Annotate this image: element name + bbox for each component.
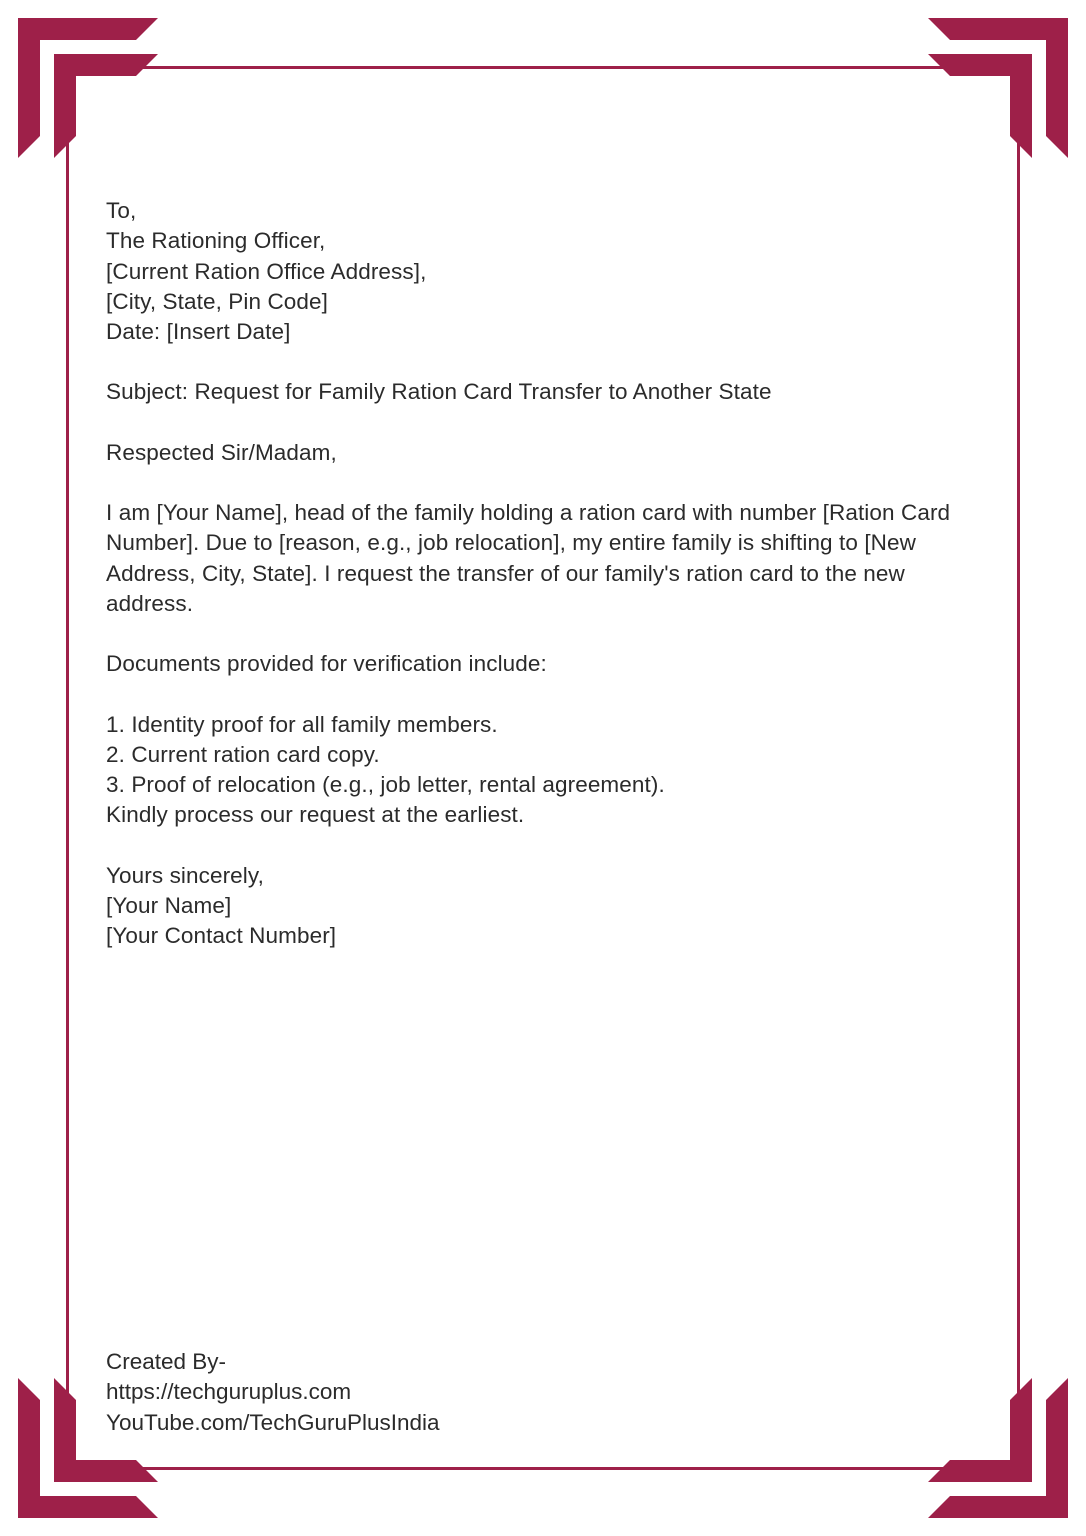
corner-ornament-top-left bbox=[18, 18, 158, 158]
list-item: 3. Proof of relocation (e.g., job letter, rental agreement). bbox=[106, 772, 665, 798]
nested-chevron-icon bbox=[18, 18, 158, 158]
recipient-line-to: To, bbox=[106, 198, 137, 223]
footer-website-link[interactable]: https://techguruplus.com bbox=[106, 1379, 352, 1405]
corner-ornament-bottom-right bbox=[928, 1378, 1068, 1518]
recipient-line-address: [Current Ration Office Address], bbox=[106, 258, 427, 284]
documents-list-block bbox=[106, 710, 986, 831]
recipient-line-officer: The Rationing Officer, bbox=[106, 228, 326, 254]
letter-body bbox=[106, 196, 986, 952]
signoff-line-contact: [Your Contact Number] bbox=[106, 923, 337, 949]
nested-chevron-icon bbox=[928, 1378, 1068, 1518]
corner-ornament-top-right bbox=[928, 18, 1068, 158]
documents-heading-block bbox=[106, 649, 986, 679]
footer-youtube-link[interactable]: YouTube.com/TechGuruPlusIndia bbox=[106, 1409, 440, 1435]
subject-line: Subject: Request for Family Ration Card Transfer to Another State bbox=[106, 379, 772, 405]
footer-created-by-label: Created By- bbox=[106, 1349, 227, 1374]
subject-block bbox=[106, 377, 986, 407]
salutation-block bbox=[106, 438, 986, 468]
list-item: 1. Identity proof for all family members. bbox=[106, 711, 498, 737]
signoff-line-name: [Your Name] bbox=[106, 893, 232, 919]
body-paragraph-block bbox=[106, 498, 984, 619]
recipient-line-city: [City, State, Pin Code] bbox=[106, 288, 328, 314]
signoff-line-sincerely: Yours sincerely, bbox=[106, 862, 264, 888]
recipient-block bbox=[106, 196, 986, 347]
documents-heading: Documents provided for verification include: bbox=[106, 651, 547, 677]
closing-request-line: Kindly process our request at the earliest. bbox=[106, 802, 525, 828]
recipient-line-date: Date: [Insert Date] bbox=[106, 319, 291, 345]
salutation-line: Respected Sir/Madam, bbox=[106, 439, 337, 465]
list-item: 2. Current ration card copy. bbox=[106, 741, 380, 767]
nested-chevron-icon bbox=[928, 18, 1068, 158]
body-paragraph: I am [Your Name], head of the family holding a ration card with number [Ration Card Number]. Due to [reason, e.g., job relocation], my entire family is shifting to [New Address, City, State]. I request the transfer of our family's ration card to the new address. bbox=[106, 500, 951, 616]
footer-credits bbox=[106, 1347, 806, 1438]
signoff-block bbox=[106, 861, 986, 952]
